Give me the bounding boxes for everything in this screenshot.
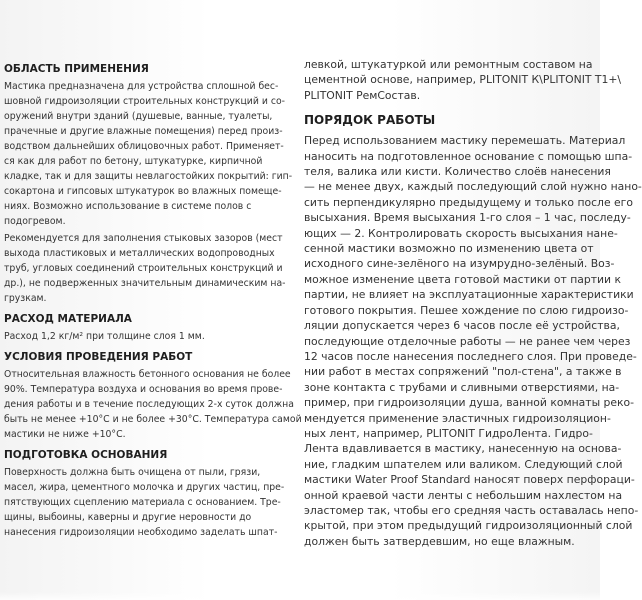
text-line: прачечные и другие влажные помещения) перед произ- — [4, 126, 283, 137]
section-heading: ПОДГОТОВКА ОСНОВАНИЯ — [4, 449, 168, 461]
text-line: сокартона и гипсовых штукатурок во влажных помеще- — [4, 186, 282, 197]
section-paragraph — [4, 465, 297, 540]
section-material-consumption — [4, 312, 297, 344]
section-work-procedure — [304, 111, 642, 549]
text-line: ся как для работ по бетону, штукатурке, кирпичной — [4, 156, 263, 167]
text-line: высыхания. Время высыхания 1-го слоя – 1 час, последу- — [304, 211, 631, 225]
bottom-fade — [0, 592, 600, 600]
text-line: 12 часов после нанесения последнего слоя. При проведе- — [304, 349, 637, 363]
section-heading: ПОРЯДОК РАБОТЫ — [304, 113, 436, 128]
text-line: др.), не подверженных значительным динамическим на- — [4, 278, 286, 289]
text-line: теля, валика или кисти. Количество слоёв нанесения — [304, 165, 611, 179]
text-line: левкой, штукатуркой или ремонтным составом на — [304, 58, 593, 71]
section-heading: РАСХОД МАТЕРИАЛА — [4, 313, 132, 325]
right-column — [304, 0, 642, 600]
text-line: ющих — 2. Контролировать скорость высыхания нане- — [304, 226, 618, 240]
text-line: эластомер так, чтобы его средняя часть оставалась непо- — [304, 503, 639, 517]
text-line: Лента вдавливается в мастику, нанесенную на основа- — [304, 442, 622, 456]
text-line: партии, не влияет на эксплуатационные характеристики — [304, 288, 634, 302]
text-line: сить перпендикулярно предыдущему и только после его — [304, 195, 633, 209]
text-line: ных лент, например, PLITONIT ГидроЛента. Гидро- — [304, 426, 593, 440]
text-line: выхода пластиковых и металлических водопроводных — [4, 248, 275, 259]
text-line: должен быть затвердевшим, но еще влажным. — [304, 534, 575, 548]
text-line: пятствующих сцеплению материала с основанием. Тре- — [4, 497, 281, 508]
text-line: масел, жира, цементного молочка и других частиц, пре- — [4, 482, 285, 493]
text-line: ляции допускается через 6 часов после её устройства, — [304, 319, 620, 333]
text-line: кладке, так и для защиты невлагостойких покрытий: гип- — [4, 171, 293, 182]
text-line: пример, при гидроизоляции душа, ванной комнаты реко- — [304, 396, 635, 410]
text-line: зоне контакта с трубами и сливными отверстиями, на- — [304, 380, 620, 394]
text-line: мастики не ниже +10°С. — [4, 429, 126, 440]
section-paragraph — [4, 367, 302, 442]
text-line: готового покрытия. Пешее хождение по слою гидроизо- — [304, 303, 629, 317]
text-line: крытой, при этом предыдущий гидроизоляционный слой — [304, 519, 633, 533]
text-line: цементной основе, например, PLITONIT К\PLITONIT Т1+\ — [304, 73, 622, 87]
text-line: грузкам. — [4, 293, 47, 304]
text-line: мендуется применение эластичных гидроизоляцион- — [304, 411, 611, 425]
section-surface-preparation — [4, 448, 297, 540]
text-line: наносить на подготовленное основание с помощью шпа- — [304, 149, 633, 163]
text-line: Мастика предназначена для устройства сплошной бес- — [4, 81, 279, 92]
left-column — [4, 0, 302, 600]
text-line: ние, гладким шпателем или валиком. Следующий слой — [304, 457, 623, 471]
text-line: сенной мастики возможно по изменению цвета от — [304, 242, 594, 256]
text-line: дения работы и в течение последующих 2-х суток должна — [4, 399, 294, 410]
text-line: Относительная влажность бетонного основания не более — [4, 369, 291, 380]
section-application-area — [4, 62, 297, 306]
text-line: труб, угловых соединений строительных конструкций и — [4, 263, 283, 274]
section-heading: ОБЛАСТЬ ПРИМЕНЕНИЯ — [4, 63, 149, 75]
section-paragraph — [304, 133, 642, 549]
text-line: можное изменение цвета готовой мастики от партии к — [304, 272, 622, 286]
text-line: Перед использованием мастику перемешать. Материал — [304, 134, 626, 148]
text-line: 90%. Температура воздуха и основания во время прове- — [4, 384, 283, 395]
text-line: ниях. Возможно использование в системе полов с — [4, 201, 252, 212]
section-paragraph — [4, 329, 297, 344]
section-heading: УСЛОВИЯ ПРОВЕДЕНИЯ РАБОТ — [4, 351, 193, 363]
text-line: нанесения гидроизоляции необходимо заделать шпат- — [4, 527, 278, 538]
text-line: последующие отделочные работы — не ранее чем через — [304, 334, 631, 348]
text-line: исходного сине-зелёного на изумрудно-зелёный. Воз- — [304, 257, 615, 271]
continued-paragraph — [304, 57, 622, 103]
text-line: онной краевой части ленты с небольшим нахлестом на — [304, 488, 623, 502]
text-line: — не менее двух, каждый последующий слой нужно нано- — [304, 180, 642, 194]
text-line: Поверхность должна быть очищена от пыли, грязи, — [4, 467, 261, 478]
text-line: щины, выбоины, каверны и другие неровности до — [4, 512, 252, 523]
text-line: Расход 1,2 кг/м² при толщине слоя 1 мм. — [4, 331, 205, 342]
section-paragraph — [4, 231, 297, 306]
text-line: быть не менее +10°С и не более +30°С. Температура самой — [4, 414, 302, 425]
text-line: шовной гидроизоляции строительных конструкций и со- — [4, 96, 285, 107]
text-line: водством дальнейших облицовочных работ. Применяет- — [4, 141, 284, 152]
text-line: Рекомендуется для заполнения стыковых зазоров (мест — [4, 233, 283, 244]
section-paragraph — [4, 79, 297, 229]
text-line: мастики Water Proof Standard наносят поверх перфораци- — [304, 473, 635, 487]
text-line: нии работ в местах сопряжений "пол-стена", а также в — [304, 365, 622, 379]
text-line: подогревом. — [4, 216, 66, 227]
text-line: PLITONIT РемСостав. — [304, 88, 421, 102]
text-line: оружений внутри зданий (душевые, ванные, туалеты, — [4, 111, 273, 122]
section-work-conditions — [4, 350, 302, 442]
